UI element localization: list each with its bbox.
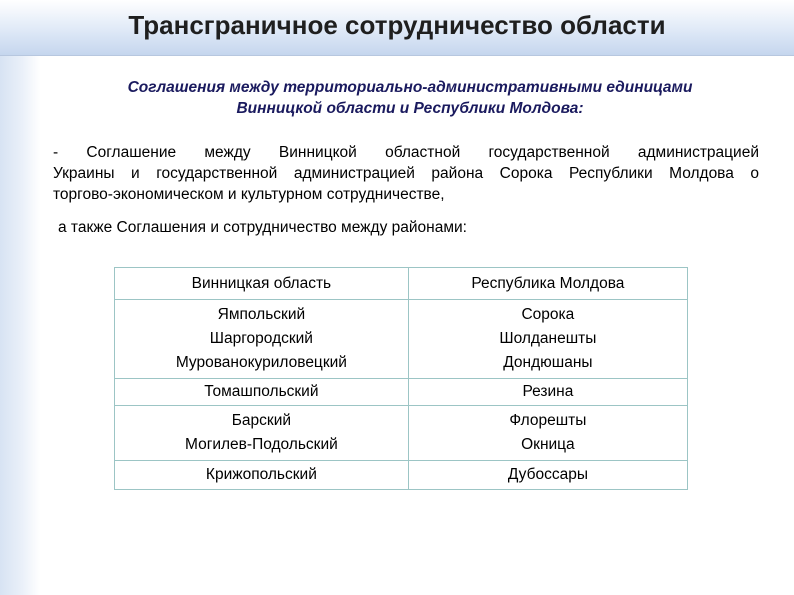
table-row — [115, 379, 688, 406]
also-agreements-text: а также Соглашения и сотрудничество между районами: — [58, 219, 467, 236]
district-name: Сорока — [521, 306, 575, 323]
district-name: Томашпольский — [204, 383, 319, 400]
district-name: Дубоссары — [507, 466, 588, 483]
table-cell-vinnitsa — [115, 300, 409, 379]
table-header-row — [115, 268, 688, 300]
district-name: Окница — [521, 436, 575, 453]
table-row — [115, 406, 688, 461]
table-header-moldova: Республика Молдова — [408, 268, 687, 300]
district-name: Шаргородский — [209, 330, 313, 347]
paragraph-line: торгово-экономическом и культурном сотрудничестве, — [53, 186, 445, 203]
district-name: Барский — [231, 412, 292, 429]
decorative-side-band — [0, 56, 40, 595]
district-name: Могилев-Подольский — [184, 436, 338, 453]
table-cell-moldova — [408, 461, 687, 490]
agreement-paragraph — [53, 142, 759, 205]
title-bar — [0, 0, 794, 56]
subtitle-line-1: Соглашения между территориально-административными единицами — [127, 79, 693, 96]
paragraph-line: Украины и государственной администрацией района Сорока Республики Молдова о — [53, 165, 759, 182]
table-row — [115, 300, 688, 379]
table-header-vinnitsa: Винницкая область — [115, 268, 409, 300]
district-name: Флорешты — [509, 412, 587, 429]
slide-title: Трансграничное сотрудничество области — [128, 10, 666, 40]
table-cell-moldova — [408, 379, 687, 406]
subtitle-line-2: Винницкой области и Республики Молдова: — [236, 100, 584, 117]
table-cell-moldova — [408, 300, 687, 379]
table-cell-moldova — [408, 406, 687, 461]
table-cell-vinnitsa — [115, 406, 409, 461]
district-name: Крижопольский — [205, 466, 317, 483]
regions-table — [114, 267, 688, 490]
district-name: Мурованокуриловецкий — [175, 354, 347, 371]
district-name: Ямпольский — [217, 306, 306, 323]
table-row — [115, 461, 688, 490]
district-name: Шолданешты — [499, 330, 597, 347]
district-name: Дондюшаны — [503, 354, 593, 371]
paragraph-line: - Соглашение между Винницкой областной государственной администрацией — [53, 144, 759, 161]
table-cell-vinnitsa — [115, 379, 409, 406]
table-cell-vinnitsa — [115, 461, 409, 490]
district-name: Резина — [522, 383, 574, 400]
